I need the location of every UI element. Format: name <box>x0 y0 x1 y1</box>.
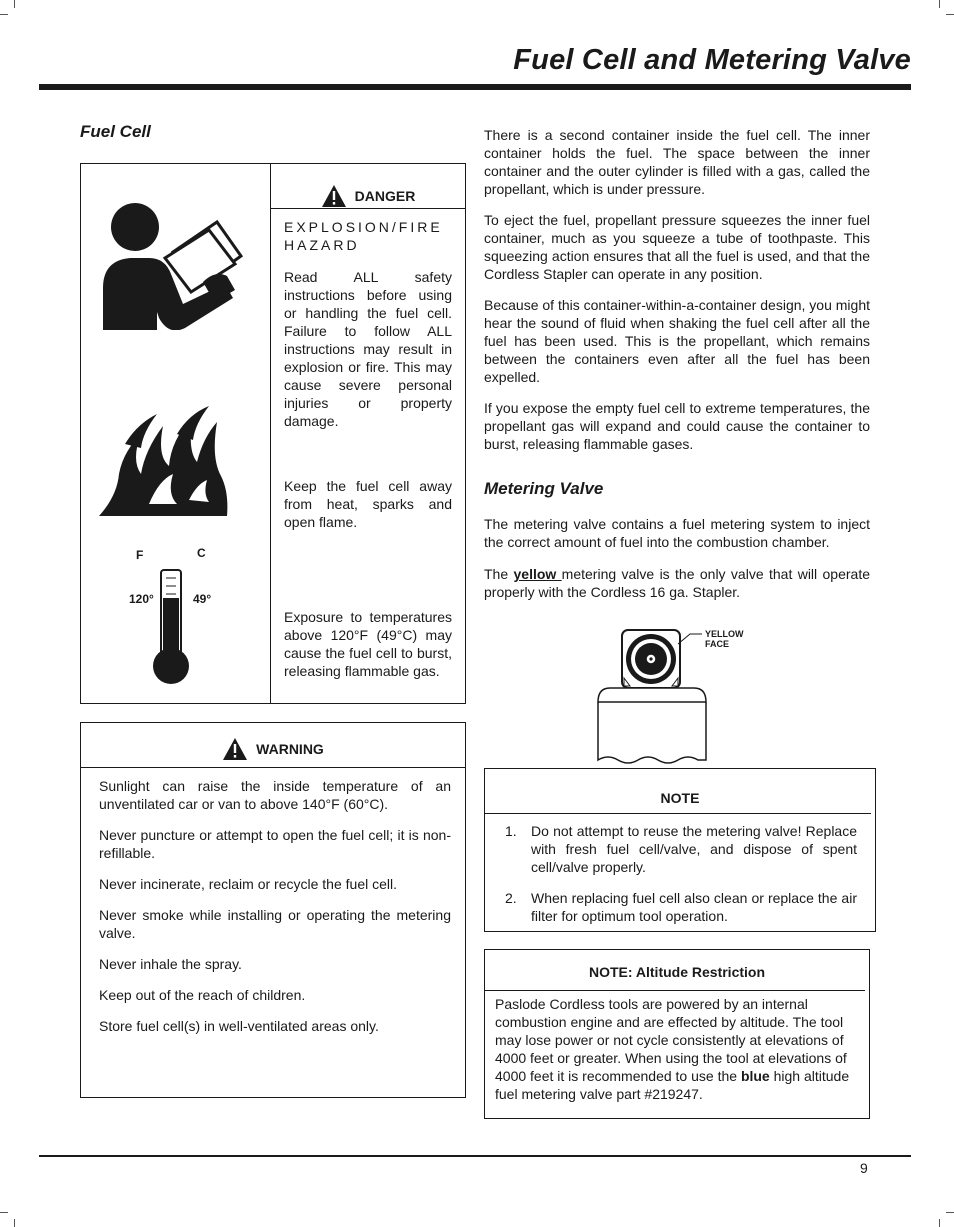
metering-valve-heading: Metering Valve <box>484 479 604 498</box>
warning-item: Never incinerate, reclaim or recycle the fuel cell. <box>99 876 398 892</box>
danger-read-text: Read ALL safety instructions before using or handling the fuel cell. Failure to follow ALL instructions may result in explosion or fire. This may cause severe personal injuries or property damage. <box>284 269 452 429</box>
warning-item: Never puncture or attempt to open the fuel cell; it is non-refillable. <box>99 827 451 861</box>
thermo-f-label: F <box>136 548 144 562</box>
warning-box <box>80 722 466 1098</box>
reading-person-icon <box>99 200 259 330</box>
note-item-number: 2. <box>505 890 517 906</box>
note-label: NOTE <box>660 790 700 806</box>
yellow-face-label <box>705 629 744 649</box>
danger-header <box>285 184 451 208</box>
altitude-text-pre: Paslode Cordless tools are powered by an internal combustion engine and are effected by altitude. The tool may lose power or not cycle consistently at elevations of 4000 feet or greater. When using the tool at elevations of 4000 feet it is recommended to use the <box>495 996 847 1084</box>
footer-rule <box>39 1155 911 1157</box>
danger-hazard: EXPLOSION/FIRE HAZARD <box>284 219 443 253</box>
crop-mark <box>939 1219 940 1227</box>
danger-header-rule <box>271 208 465 209</box>
metering-paragraph: The metering valve contains a fuel metering system to inject the correct amount of fuel into the combustion chamber. <box>484 516 870 550</box>
valve-label-line2: FACE <box>705 639 730 649</box>
yellow-emphasis: yellow <box>513 566 562 582</box>
danger-heat-text: Keep the fuel cell away from heat, sparks and open flame. <box>284 478 452 530</box>
body-paragraph: There is a second container inside the fuel cell. The inner container holds the fuel. The space between the inner container and the outer cylinder is filled with a gas, called the propellant, which is under pressure. <box>484 127 870 197</box>
page-number: 9 <box>860 1160 868 1176</box>
note-box <box>484 768 876 932</box>
altitude-text <box>495 995 867 1103</box>
body-paragraph: If you expose the empty fuel cell to extreme temperatures, the propellant gas will expand and could cause the container to burst, releasing flammable gases. <box>484 400 870 452</box>
thermo-c-value: 49° <box>193 592 212 606</box>
altitude-note-box <box>484 949 870 1119</box>
crop-mark <box>14 0 15 8</box>
danger-divider <box>270 164 271 703</box>
crop-mark <box>0 1212 8 1213</box>
warning-item: Never smoke while installing or operating the metering valve. <box>99 907 451 941</box>
thermo-c-label: C <box>197 546 206 560</box>
crop-mark <box>14 1219 15 1227</box>
note-header-rule <box>485 813 871 814</box>
note-item-text: When replacing fuel cell also clean or replace the air filter for optimum tool operation. <box>531 890 857 924</box>
thermometer-icon <box>151 568 191 688</box>
crop-mark <box>939 0 940 8</box>
warning-header <box>81 737 465 761</box>
valve-label-line1: YELLOW <box>705 629 744 639</box>
altitude-text-post: high altitude fuel metering valve part #219247. <box>495 1068 850 1102</box>
crop-mark <box>946 14 954 15</box>
warning-header-rule <box>81 767 465 768</box>
danger-temp-text: Exposure to temperatures above 120°F (49°C) may cause the fuel cell to burst, releasing flammable gas. <box>284 609 452 679</box>
warning-item: Store fuel cell(s) in well-ventilated areas only. <box>99 1018 379 1034</box>
altitude-header-rule <box>485 990 865 991</box>
body-paragraph: To eject the fuel, propellant pressure squeezes the inner fuel container, much as you squeeze a tube of toothpaste. This squeezing action ensures that all the fuel is used, and that the Cordless Stapler can operate in any position. <box>484 212 870 282</box>
thermo-f-value: 120° <box>129 592 154 606</box>
crop-mark <box>946 1212 954 1213</box>
page-title: Fuel Cell and Metering Valve <box>513 44 911 76</box>
warning-item: Keep out of the reach of children. <box>99 987 306 1003</box>
fuel-cell-description <box>484 126 870 466</box>
note-item-number: 1. <box>505 823 517 839</box>
note-item <box>505 889 857 925</box>
crop-mark <box>0 14 8 15</box>
warning-item: Never inhale the spray. <box>99 956 242 972</box>
metering-p2-post: metering valve is the only valve that will operate properly with the Cordless 16 ga. Stapler. <box>484 566 871 600</box>
flame-icon <box>97 404 237 519</box>
blue-emphasis: blue <box>740 1068 770 1084</box>
warning-item: Sunlight can raise the inside temperature of an unventilated car or van to above 140°F (60°C). <box>99 778 451 812</box>
danger-label: DANGER <box>354 188 416 204</box>
metering-p2-pre: The <box>484 566 514 582</box>
body-paragraph: Because of this container-within-a-container design, you might hear the sound of fluid when shaking the fuel cell after all the fuel has been used. This is the propellant, which remains between the containers even after all the fuel has been expelled. <box>484 297 870 385</box>
header-rule <box>39 84 911 90</box>
altitude-label: NOTE: Altitude Restriction <box>588 964 766 980</box>
warning-triangle-icon <box>222 737 248 761</box>
metering-paragraph-yellow <box>484 565 870 601</box>
note-item <box>505 822 857 876</box>
danger-box <box>80 163 466 704</box>
warning-label: WARNING <box>256 741 324 757</box>
note-item-text: Do not attempt to reuse the metering valve! Replace with fresh fuel cell/valve, and dispose of spent cell/valve properly. <box>531 823 857 875</box>
fuel-cell-heading: Fuel Cell <box>80 122 151 141</box>
danger-triangle-icon <box>321 184 347 208</box>
